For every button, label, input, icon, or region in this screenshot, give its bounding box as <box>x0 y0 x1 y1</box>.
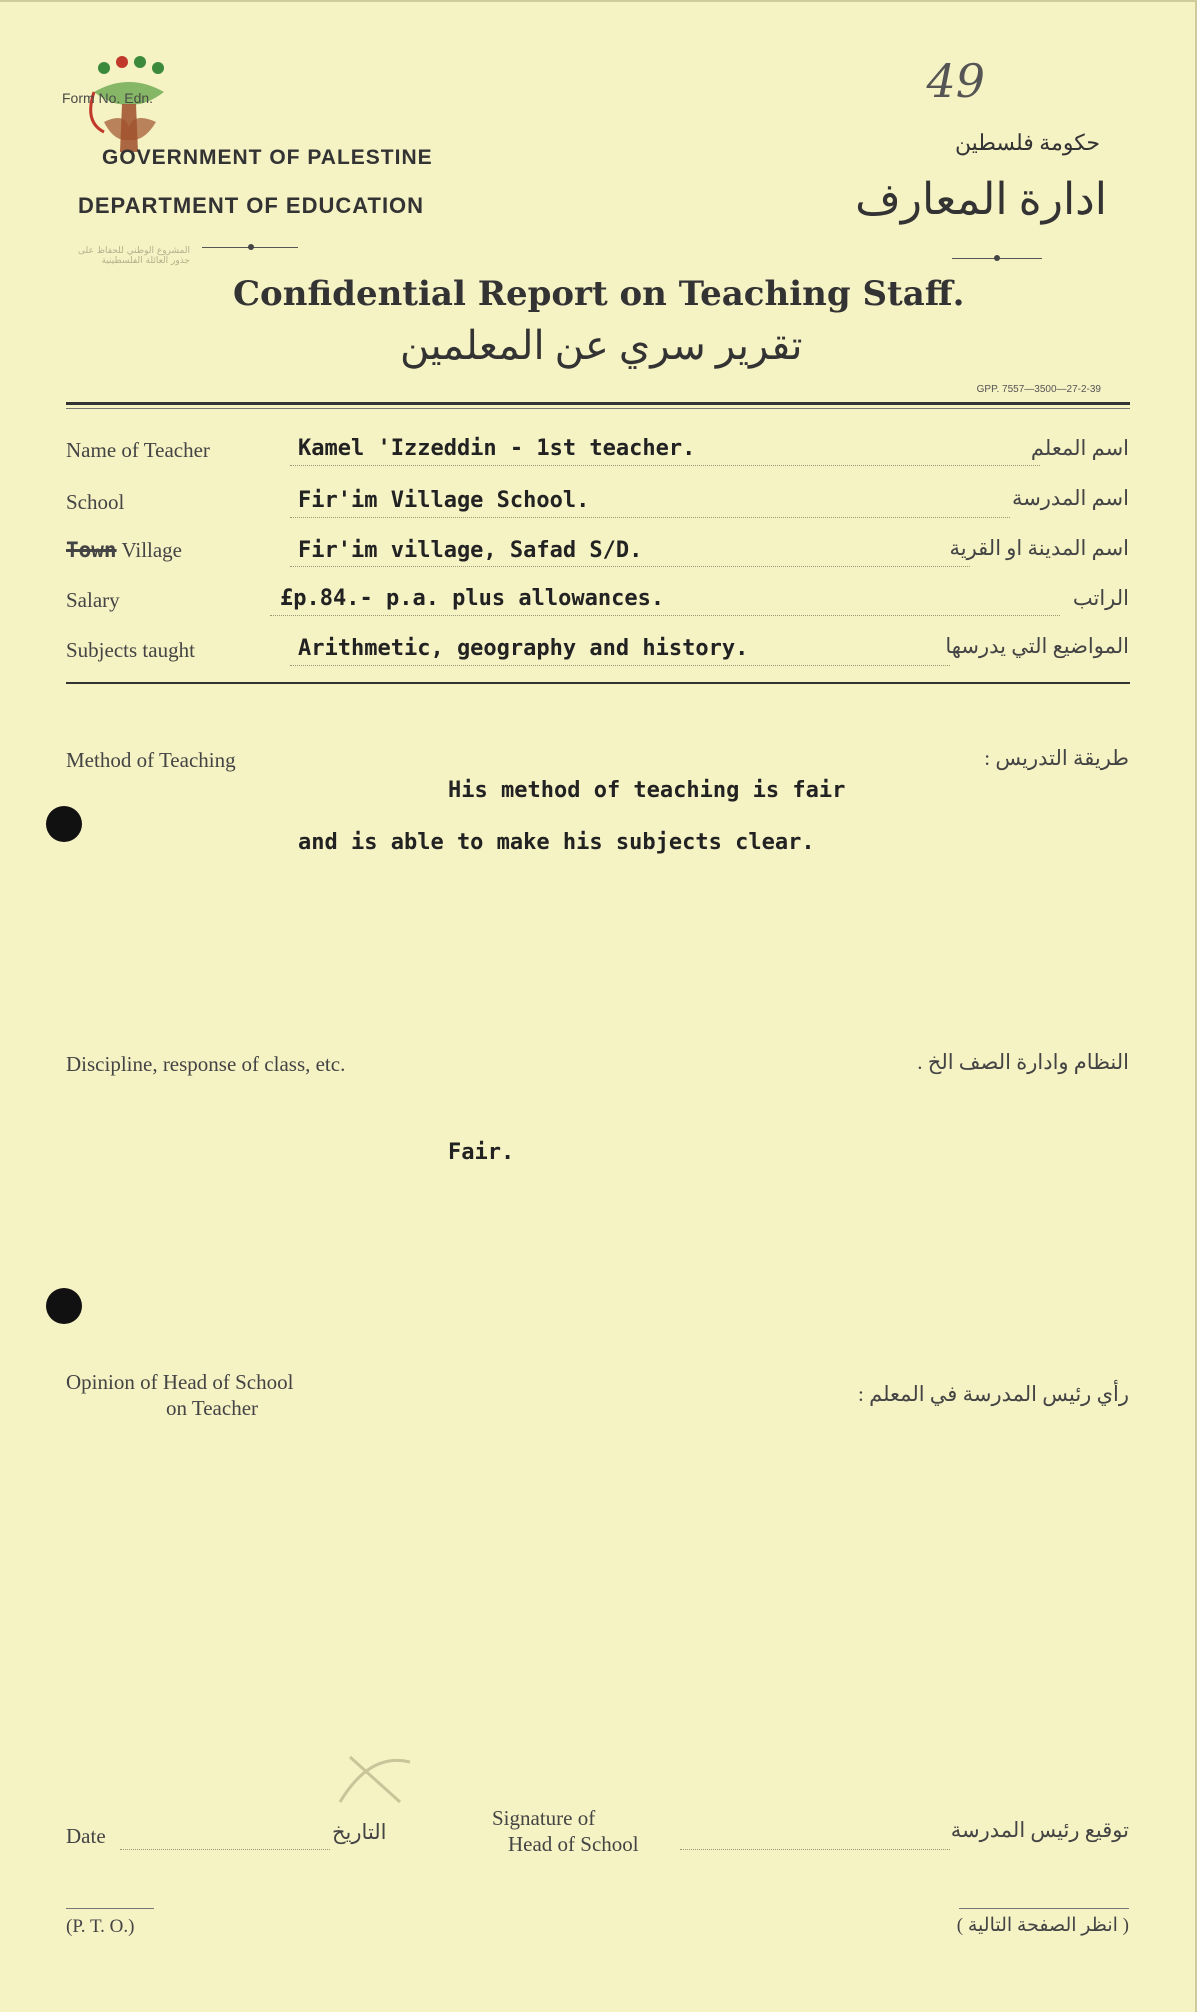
label-opinion-line1: Opinion of Head of School <box>66 1370 294 1394</box>
arabic-pto-text: ( انظر الصفحة التالية ) <box>956 1915 1129 1936</box>
signature-dotted-line <box>680 1848 950 1850</box>
value-salary: £p.84.- p.a. plus allowances. <box>280 586 665 611</box>
dotted-line <box>290 565 970 567</box>
footer-rule <box>959 1908 1129 1909</box>
label-name-of-teacher: Name of Teacher <box>66 438 210 462</box>
arabic-label-signature: توقيع رئيس المدرسة <box>950 1818 1129 1842</box>
label-opinion-line2: on Teacher <box>166 1396 259 1420</box>
top-rule <box>66 402 1130 405</box>
folio-number: 49 <box>926 54 985 108</box>
footer-rule <box>66 1908 154 1909</box>
dotted-line <box>290 516 1010 518</box>
punch-hole <box>46 806 82 842</box>
report-title: Confidential Report on Teaching Staff. <box>233 274 965 314</box>
department-heading: DEPARTMENT OF EDUCATION <box>78 193 425 218</box>
label-method: Method of Teaching <box>66 748 236 772</box>
fields-bottom-rule <box>66 682 1130 684</box>
dotted-line <box>290 664 950 666</box>
village-label-text: Village <box>121 538 183 562</box>
discipline-value: Fair. <box>448 1140 515 1165</box>
label-signature-line1: Signature of <box>492 1806 596 1830</box>
arabic-label-name: اسم المعلم <box>1030 436 1129 460</box>
label-salary: Salary <box>66 588 120 612</box>
punch-hole <box>46 1288 82 1324</box>
pto-text: (P. T. O.) <box>66 1916 135 1937</box>
watermark-text: المشروع الوطني للحفاظ على جذور العائلة الفلسطينية <box>77 246 190 266</box>
divider-dot <box>248 244 254 250</box>
label-village <box>66 538 182 563</box>
arabic-label-village: اسم المدينة او القرية <box>949 536 1129 560</box>
arabic-report-title: تقرير سري عن المعلمين <box>400 323 803 368</box>
arabic-department-heading: ادارة المعارف <box>855 175 1107 224</box>
value-name-of-teacher: Kamel 'Izzeddin - 1st teacher. <box>298 436 696 461</box>
arabic-label-date: التاريخ <box>332 1820 387 1844</box>
arabic-label-method: طريقة التدريس : <box>984 746 1129 770</box>
arabic-government-heading: حكومة فلسطين <box>954 130 1100 155</box>
dotted-line <box>290 464 1040 466</box>
label-signature-line2: Head of School <box>508 1832 639 1856</box>
divider-dot <box>994 255 1000 261</box>
method-text-line1: His method of teaching is fair <box>448 778 846 803</box>
value-school: Fir'im Village School. <box>298 488 590 513</box>
form-number: Form No. Edn. <box>62 90 154 106</box>
label-subjects: Subjects taught <box>66 638 195 662</box>
dotted-line <box>270 614 1060 616</box>
value-village: Fir'im village, Safad S/D. <box>298 538 643 563</box>
arabic-label-salary: الراتب <box>1072 586 1129 610</box>
arabic-label-school: اسم المدرسة <box>1011 486 1129 510</box>
label-discipline: Discipline, response of class, etc. <box>66 1052 346 1076</box>
printer-code: GPP. 7557—3500—27-2-39 <box>976 384 1101 395</box>
arabic-label-subjects: المواضيع التي يدرسها <box>945 634 1129 658</box>
arabic-label-opinion: رأي رئيس المدرسة في المعلم : <box>858 1382 1129 1406</box>
value-subjects: Arithmetic, geography and history. <box>298 636 749 661</box>
government-heading: GOVERNMENT OF PALESTINE <box>102 146 433 169</box>
label-school: School <box>66 490 125 514</box>
method-text-line2: and is able to make his subjects clear. <box>298 830 815 855</box>
faint-stamp-mark <box>330 1742 420 1812</box>
date-dotted-line <box>120 1848 330 1850</box>
top-rule-thin <box>66 408 1130 409</box>
struck-town-label: Town <box>66 538 117 562</box>
label-date: Date <box>66 1824 106 1848</box>
arabic-label-discipline: النظام وادارة الصف الخ . <box>917 1050 1129 1074</box>
